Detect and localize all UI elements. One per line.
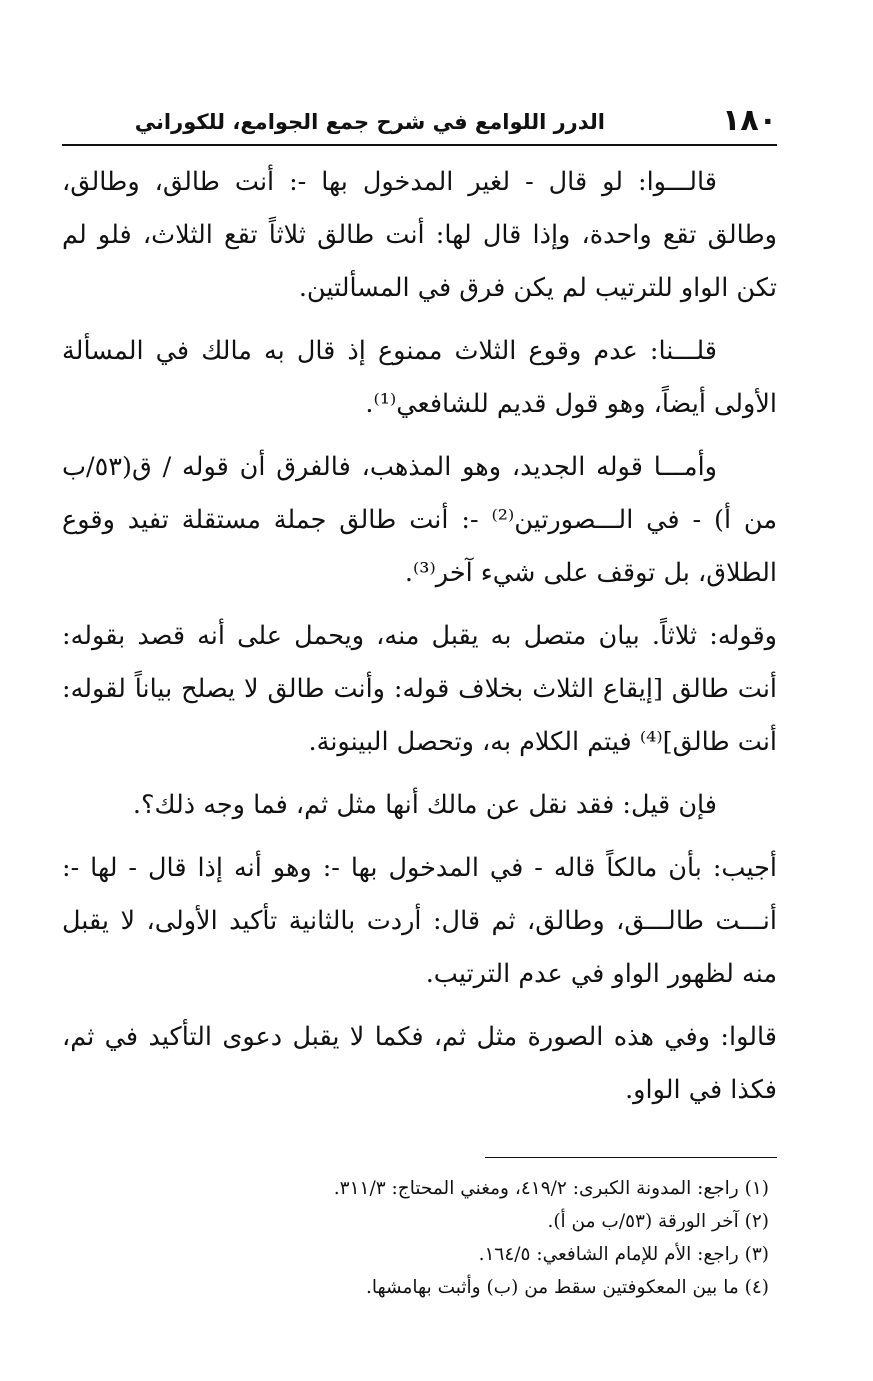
paragraph-ujiba: أجيب: بأن مالكاً قاله - في المدخول بها -: وهو أنه إذا قال - لها -: أنـــت طالـــق، وطالق، ثم قال: أردت بالثانية تأكيد الأولى، لا يقبل منه لظهور الواو في عدم الترتيب.: [62, 853, 777, 989]
footnote-2: (٢) آخر الورقة (٥٣/ب من أ).: [547, 1211, 769, 1232]
paragraph-qawluhu: وقوله: ثلاثاً. بيان متصل به يقبل منه، ويحمل على أنه قصد بقوله: أنت طالق [إيقاع الثلاث بخلاف قوله: وأنت طالق لا يصلح بياناً لقوله: أنت طالق]⁽⁴⁾ فيتم الكلام به، وتحصل البينونة.: [62, 621, 777, 757]
main-text: [62, 146, 777, 1117]
paragraph-fa-in-qila: فإن قيل: فقد نقل عن مالك أنها مثل ثم، فما وجه ذلك؟.: [132, 790, 717, 820]
book-page: [62, 96, 777, 1304]
footnote-3: (٣) راجع: الأم للإمام الشافعي: ١٦٤/٥.: [478, 1244, 769, 1265]
footnote-divider: [485, 1157, 777, 1158]
paragraph-amma: وأمـــا قوله الجديد، وهو المذهب، فالفرق أن قوله / ق(٥٣/ب من أ) - في الـــصورتين⁽²⁾ -: أنت طالق جملة مستقلة تفيد وقوع الطلاق، بل توقف على شيء آخر⁽³⁾.: [62, 452, 777, 588]
footnote-1: (١) راجع: المدونة الكبرى: ٤١٩/٢، ومغني المحتاج: ٣١١/٣.: [333, 1178, 769, 1199]
footnote-4: (٤) ما بين المعكوفتين سقط من (ب) وأثبت بهامشها.: [365, 1277, 769, 1298]
footnotes: [62, 1172, 777, 1304]
paragraph-qulna: قلـــنا: عدم وقوع الثلاث ممنوع إذ قال به مالك في المسألة الأولى أيضاً، وهو قول قديم للشافعي⁽¹⁾.: [62, 336, 777, 419]
paragraph-qalu-2: قالوا: وفي هذه الصورة مثل ثم، فكما لا يقبل دعوى التأكيد في ثم، فكذا في الواو.: [62, 1022, 777, 1105]
running-title: الدرر اللوامع في شرح جمع الجوامع، للكوراني: [134, 110, 605, 134]
page-header: [62, 96, 777, 146]
paragraph-qalu: قالـــوا: لو قال - لغير المدخول بها -: أنت طالق، وطالق، وطالق تقع واحدة، وإذا قال لها: أنت طالق ثلاثاً تقع الثلاث، فلو لم تكن الواو للترتيب لم يكن فرق في المسألتين.: [62, 167, 777, 303]
page-number: ١٨٠: [722, 103, 777, 138]
